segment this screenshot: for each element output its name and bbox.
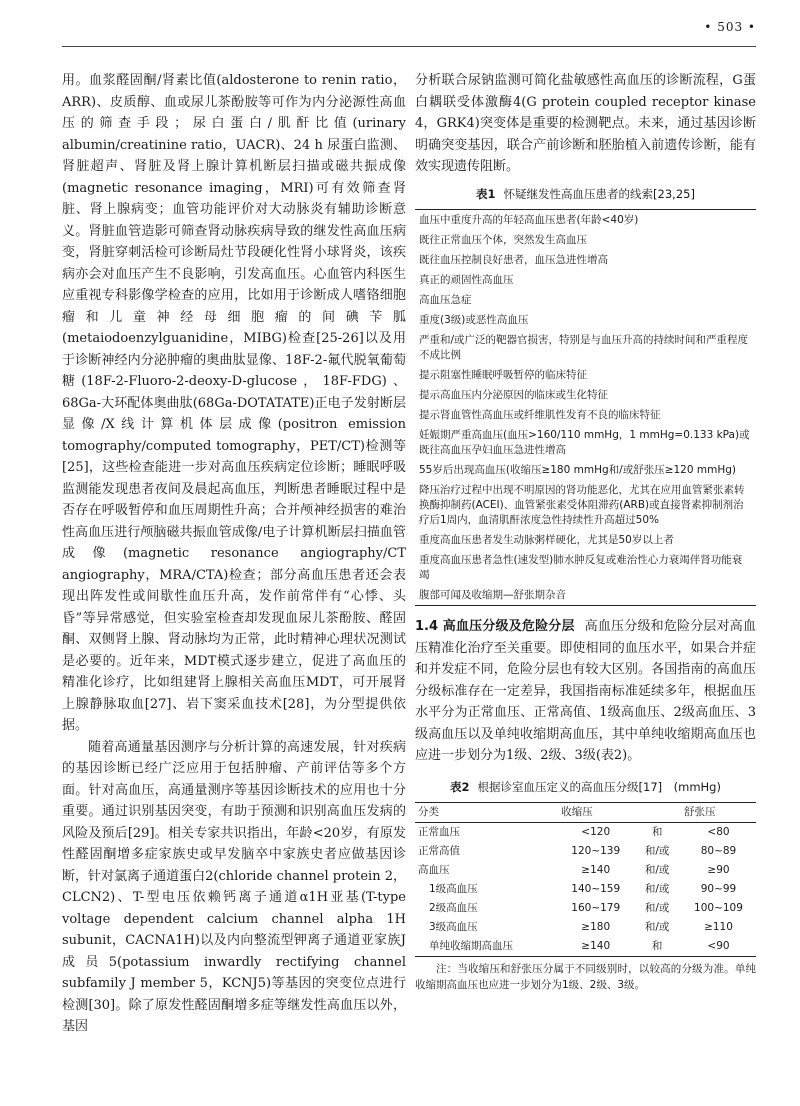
table2-block [415,777,756,994]
table1-cell: 重度高血压患者急性(速发型)肺水肿反复或难治性心力衰竭伴肾功能衰竭 [419,553,743,581]
table2-cell-sbp: <120 [581,826,611,838]
page-number: • 503 • [704,20,756,34]
table2-header: 收缩压 [558,803,633,823]
table2-note: 注：当收缩压和舒张压分属于不同级别时，以较高的分级为准。单纯收缩期高血压也应进一步划分为1级、2级、3级。 [415,963,756,991]
table2 [415,802,756,957]
table2-cell-sbp: 120~139 [571,845,621,857]
table2-row [415,842,756,861]
table1-row [415,270,756,290]
left-paragraph-1: 用。血浆醛固酮/肾素比值(aldosterone to renin ratio，ARR)、皮质醇、血或尿儿茶酚胺等可作为内分泌源性高血压的筛查手段；尿白蛋白/肌酐比值(urinary albumin/creatinine ratio，UACR)、24 h 尿蛋白监测、肾脏超声、肾脏及肾上腺计算机断层扫描或磁共振成像(magnetic resonance imaging，MRI)可有效筛查肾脏、肾上腺病变；血管功能评价对大动脉炎有辅助诊断意义。肾脏血管造影可筛查肾动脉疾病导致的继发性高血压病变，肾脏穿刺活检可诊断局灶节段硬化性肾小球肾炎，该疾病亦会对血压产生不良影响，引发高血压。心血管内科医生应重视专科影像学检查的应用，比如用于诊断成人嗜铬细胞瘤和儿童神经母细胞瘤的间碘苄胍(metaiodoenzylguanidine，MIBG)检查[25-26]以及用于诊断神经内分泌肿瘤的奥曲肽显像、18F-2-氟代脱氧葡萄糖(18F-2-Fluoro-2-deoxy-D-glucose，18F-FDG)、68Ga-大环配体奥曲肽(68Ga-DOTATATE)正电子发射断层显像/X线计算机体层成像(positron emission tomography/computed tomography，PET/CT)检测等[25]，这些检查能进一步对高血压疾病定位诊断；睡眠呼吸监测能发现患者夜间及晨起高血压，判断患者睡眠过程中是否存在呼吸暂停和血压周期性升高；合并颅神经损害的难治性高血压进行颅脑磁共振血管成像/电子计算机断层扫描血管成像(magnetic resonance angiography/CT angiography，MRA/CTA)检查；部分高血压患者还会表现出阵发性或间歇性血压升高，发作前常伴有“心悸、头昏”等异常感觉，但实验室检查却发现血尿儿茶酚胺、醛固酮、双侧肾上腺、肾动脉均为正常，此时精神心理状况测试是必要的。近年来，MDT模式逐步建立，促进了高血压的精准化诊疗，比如组建肾上腺相关高血压MDT，可开展肾上腺静脉取血[27]、岩下窦采血技术[28]，为分型提供依据。 [62,73,406,733]
table1-cell: 高血压急症 [419,293,472,306]
table2-cell-dbp: 80~89 [700,845,737,857]
table2-cell-sbp: 140~159 [571,883,621,895]
table1-cell: 55岁后出现高血压(收缩压≥180 mmHg和/或舒张压≥120 mmHg) [419,463,736,476]
table2-header: 分类 [415,803,558,823]
table2-header [633,803,681,823]
table2-row [415,880,756,899]
right-paragraph-top: 分析联合尿钠监测可简化盐敏感性高血压的诊断流程，G蛋白耦联受体激酶4(G protein coupled receptor kinase 4，GRK4)突变体是重要的检测靶点。未来，通过基因诊断明确突变基因，联合产前诊断和胚胎植入前遗传诊断，能有效实现遗传阻断。 [415,73,756,174]
table1-cell: 既往正常血压个体，突然发生高血压 [419,233,587,246]
table2-cell-dbp: 100~109 [694,902,743,914]
table2-cell-conj: 和/或 [644,883,670,895]
table2-cell-conj: 和 [651,826,663,838]
table1-cell: 血压中重度升高的年轻高血压患者(年龄<40岁) [419,213,639,226]
table2-row [415,937,756,957]
table2-cell-cat: 3级高血压 [429,921,478,933]
table2-cell-sbp: ≥140 [581,940,611,952]
table1 [415,209,756,606]
table2-cell-dbp: <80 [707,826,730,838]
section-body: 高血压分级和危险分层对高血压精准化治疗至关重要。即使相同的血压水平，如果合并症和并发症不同，危险分层也有较大区别。各国指南的高血压分级标准存在一定差异，我国指南标准延续多年，根据血压水平分为正常血压、正常高值、1级高血压、2级高血压、3级高血压以及单纯收缩期高血压，其中单纯收缩期高血压也应进一步划分为1级、2级、3级(表2)。 [415,619,756,763]
table2-cell-dbp: <90 [707,940,730,952]
table1-row [415,210,756,231]
table2-cell-conj: 和/或 [644,864,670,876]
table1-cell: 真正的顽固性高血压 [419,273,514,286]
table2-cell-conj: 和 [651,940,663,952]
header-rule [62,46,756,47]
table2-cell-cat: 单纯收缩期高血压 [429,940,513,952]
table2-cell-conj: 和/或 [644,921,670,933]
table1-block [415,184,756,607]
table2-cell-cat: 正常高值 [418,845,460,857]
table2-cell-cat: 正常血压 [418,826,460,838]
table2-header: 舒张压 [681,803,756,823]
table2-cell-cat: 1级高血压 [429,883,478,895]
right-column [415,70,756,993]
table1-title [415,184,756,206]
table1-cell: 提示阻塞性睡眠呼吸暂停的临床特征 [419,368,587,381]
table1-cell: 既往血压控制良好患者，血压急进性增高 [419,253,608,266]
table1-cell: 重度(3级)或恶性高血压 [419,313,529,326]
table1-label: 表1 [476,186,496,201]
table2-cell-sbp: ≥180 [581,921,611,933]
table1-caption: 怀疑继发性高血压患者的线索[23,25] [503,186,695,201]
section-number: 1.4 高血压分级及危险分层 [415,619,575,634]
table1-row [415,460,756,480]
table2-header-row [415,803,756,823]
table2-cell-cat: 高血压 [418,864,450,876]
table2-cell-cat: 2级高血压 [429,902,478,914]
table2-label: 表2 [450,779,470,794]
table1-row [415,585,756,606]
table2-cell-conj: 和/或 [644,845,670,857]
table2-caption: 根据诊室血压定义的高血压分级[17] (mmHg) [477,779,721,794]
table1-row [415,230,756,250]
table2-cell-dbp: ≥110 [704,921,733,933]
table2-title [415,777,756,799]
table1-row [415,405,756,425]
table2-row [415,899,756,918]
table2-row [415,861,756,880]
table1-row [415,290,756,310]
table1-row [415,310,756,330]
table1-row [415,330,756,365]
table1-cell: 降压治疗过程中出现不明原因的肾功能恶化，尤其在应用血管紧张素转换酶抑制药(ACEI)、血管紧张素受体阻滞药(ARB)或直接肾素抑制剂治疗后1周内，血清肌酐浓度急性持续性升高超过50% [419,483,745,526]
table1-cell: 妊娠期严重高血压(血压>160/110 mmHg，1 mmHg=0.133 kPa)或既往高血压孕妇血压急进性增高 [419,428,750,456]
table2-cell-conj: 和/或 [644,902,670,914]
table2-cell-sbp: 160~179 [571,902,621,914]
table1-cell: 严重和/或广泛的靶器官损害，特别是与血压升高的持续时间和严重程度不成比例 [419,333,749,361]
section-1-4 [415,616,756,767]
left-column [62,70,406,1038]
table1-row [415,365,756,385]
table1-row [415,425,756,460]
table2-cell-dbp: ≥90 [707,864,730,876]
table1-cell: 腹部可闻及收缩期—舒张期杂音 [419,588,566,601]
table1-row [415,480,756,530]
table1-cell: 重度高血压患者发生动脉粥样硬化，尤其是50岁以上者 [419,533,674,546]
table1-row [415,530,756,550]
left-paragraph-2: 随着高通量基因测序与分析计算的高速发展，针对疾病的基因诊断已经广泛应用于包括肿瘤、产前评估等多个方面。针对高血压，高通量测序等基因诊断技术的应用也十分重要。通过识别基因突变，有助于预测和识别高血压发病的风险及预后[29]。相关专家共识指出，年龄<20岁，有原发性醛固酮增多症家族史或早发脑卒中家族史者应做基因诊断，针对氯离子通道蛋白2(chloride channel protein 2，CLCN2)、T-型电压依赖钙离子通道α1H亚基(T-type voltage dependent calcium channel alpha 1H subunit，CACNA1H)以及内向整流型钾离子通道亚家族J成员5(potassium inwardly rectifying channel subfamily J member 5，KCNJ5)等基因的突变位点进行检测[30]。除了原发性醛固酮增多症等继发性高血压以外，基因 [62,739,406,1034]
table1-cell: 提示肾血管性高血压或纤维肌性发育不良的临床特征 [419,408,661,421]
table1-cell: 提示高血压内分泌原因的临床或生化特征 [419,388,608,401]
table2-row [415,918,756,937]
table1-row [415,550,756,585]
table2-cell-sbp: ≥140 [581,864,611,876]
table2-row [415,823,756,843]
table1-row [415,250,756,270]
table1-row [415,385,756,405]
table2-cell-dbp: 90~99 [700,883,737,895]
